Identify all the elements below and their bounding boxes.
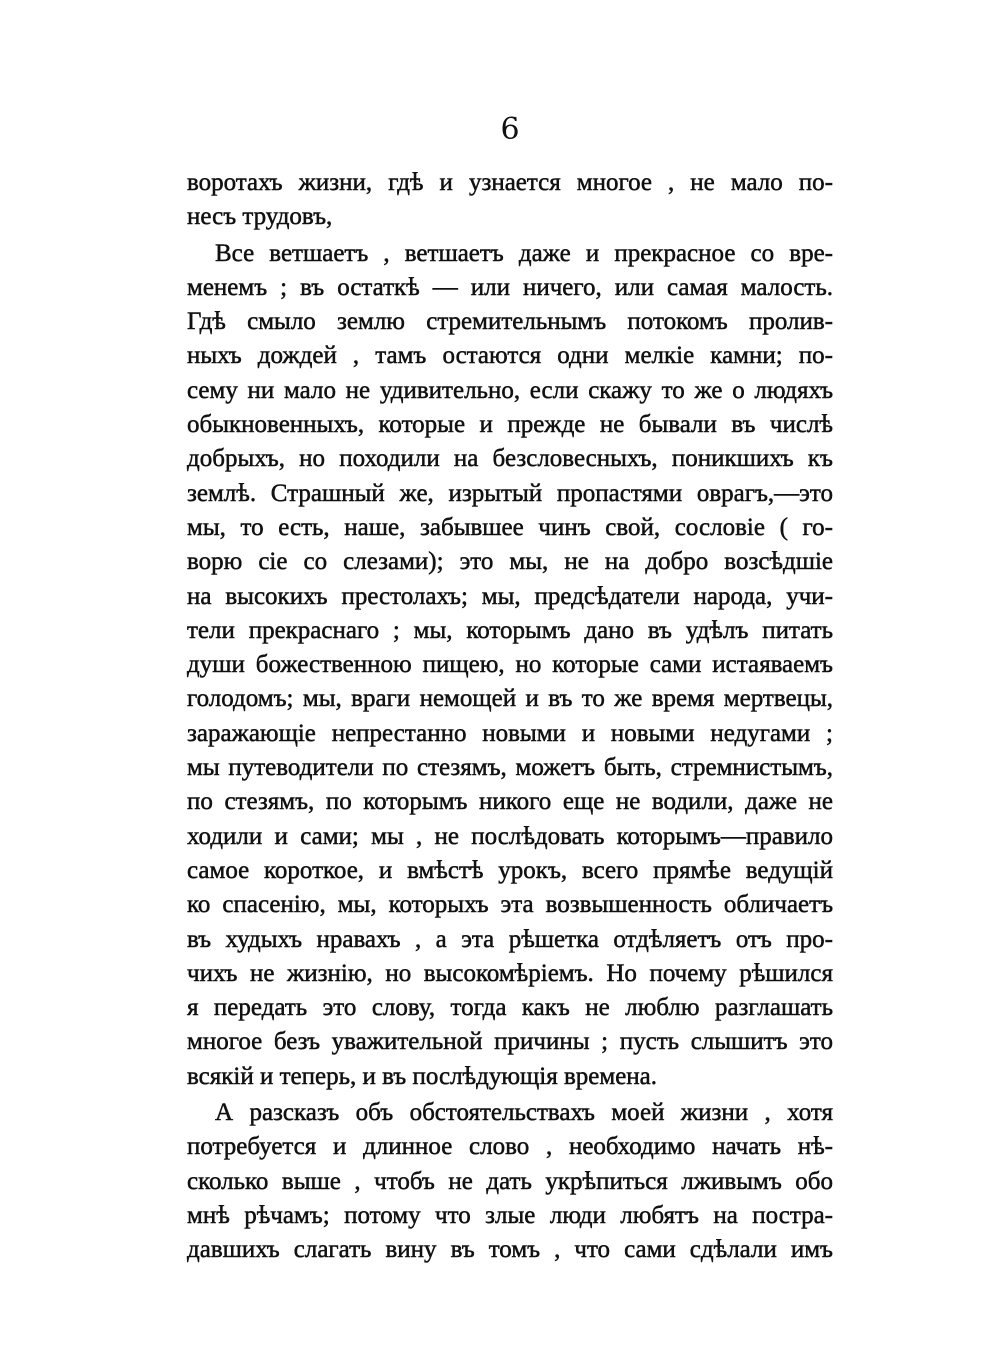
text-line: Все ветшаетъ , ветшаетъ даже и прекрасное со вре- bbox=[215, 239, 833, 267]
text-line: въ худыхъ нравахъ , а эта рѣшетка отдѣляетъ отъ про- bbox=[187, 925, 833, 953]
text-line: воротахъ жизни, гдѣ и узнается многое , не мало по- bbox=[187, 169, 833, 196]
text-line: потребуется и длинное слово , необходимо начать нѣ- bbox=[187, 1133, 833, 1161]
text-line: несъ трудовъ, bbox=[187, 203, 333, 231]
paragraph bbox=[187, 1096, 833, 1267]
text-line: ворю сіе со слезами); это мы, не на добро возсѣдшіе bbox=[187, 548, 833, 576]
text-line: добрыхъ, но походили на безсловесныхъ, поникшихъ къ bbox=[187, 445, 833, 473]
text-line: сколько выше , чтобъ не дать укрѣпиться лживымъ обо bbox=[187, 1167, 833, 1195]
body-text bbox=[187, 166, 833, 1268]
text-line: обыкновенныхъ, которые и прежде не бывали въ числѣ bbox=[187, 411, 833, 439]
text-line: заражающіе непрестанно новыми и новыми недугами ; bbox=[187, 719, 833, 747]
text-line: мы, то есть, наше, забывшее чинъ свой, сословіе ( го- bbox=[187, 513, 833, 541]
text-line: менемъ ; въ остаткѣ — или ничего, или самая малость. bbox=[187, 273, 833, 301]
text-line: многое безъ уважительной причины ; пусть слышитъ это bbox=[187, 1028, 833, 1056]
text-line: всякій и теперь, и въ послѣдующія времена. bbox=[187, 1062, 658, 1090]
paragraph bbox=[187, 237, 833, 1094]
text-line: ходили и сами; мы , не послѣдовать которымъ—правило bbox=[187, 822, 833, 850]
text-line: Гдѣ смыло землю стремительнымъ потокомъ пролив- bbox=[187, 308, 833, 336]
text-line: тели прекраснаго ; мы, которымъ дано въ удѣлъ питать bbox=[187, 616, 833, 644]
text-line: мы путеводители по стезямъ, можетъ быть, стремнистымъ, bbox=[187, 754, 833, 782]
text-line: чихъ не жизнію, но высокомѣріемъ. Но почему рѣшился bbox=[187, 959, 833, 987]
text-line: давшихъ слагать вину въ томъ , что сами сдѣлали имъ bbox=[187, 1236, 833, 1264]
text-line: землѣ. Страшный же, изрытый пропастями оврагъ,—это bbox=[187, 479, 833, 507]
text-line: на высокихъ престолахъ; мы, предсѣдатели народа, учи- bbox=[187, 582, 833, 610]
text-line: я передать это слову, тогда какъ не люблю разглашать bbox=[187, 994, 833, 1022]
paragraph bbox=[187, 166, 833, 235]
text-line: ко спасенію, мы, которыхъ эта возвышенность обличаетъ bbox=[187, 891, 833, 919]
text-line: сему ни мало не удивительно, если скажу то же о людяхъ bbox=[187, 376, 833, 404]
text-line: по стезямъ, по которымъ никого еще не водили, даже не bbox=[187, 788, 833, 816]
text-line: самое короткое, и вмѣстѣ урокъ, всего прямѣе ведущій bbox=[187, 856, 833, 884]
text-line: души божественною пищею, но которые сами истаяваемъ bbox=[187, 651, 833, 679]
text-line: ныхъ дождей , тамъ остаются одни мелкіе камни; по- bbox=[187, 342, 833, 370]
page-number: 6 bbox=[500, 112, 520, 147]
text-line: голодомъ; мы, враги немощей и въ то же время мертвецы, bbox=[187, 685, 833, 713]
text-line: мнѣ рѣчамъ; потому что злые люди любятъ на постра- bbox=[187, 1201, 833, 1229]
text-line: А разсказъ объ обстоятельствахъ моей жизни , хотя bbox=[215, 1099, 833, 1127]
